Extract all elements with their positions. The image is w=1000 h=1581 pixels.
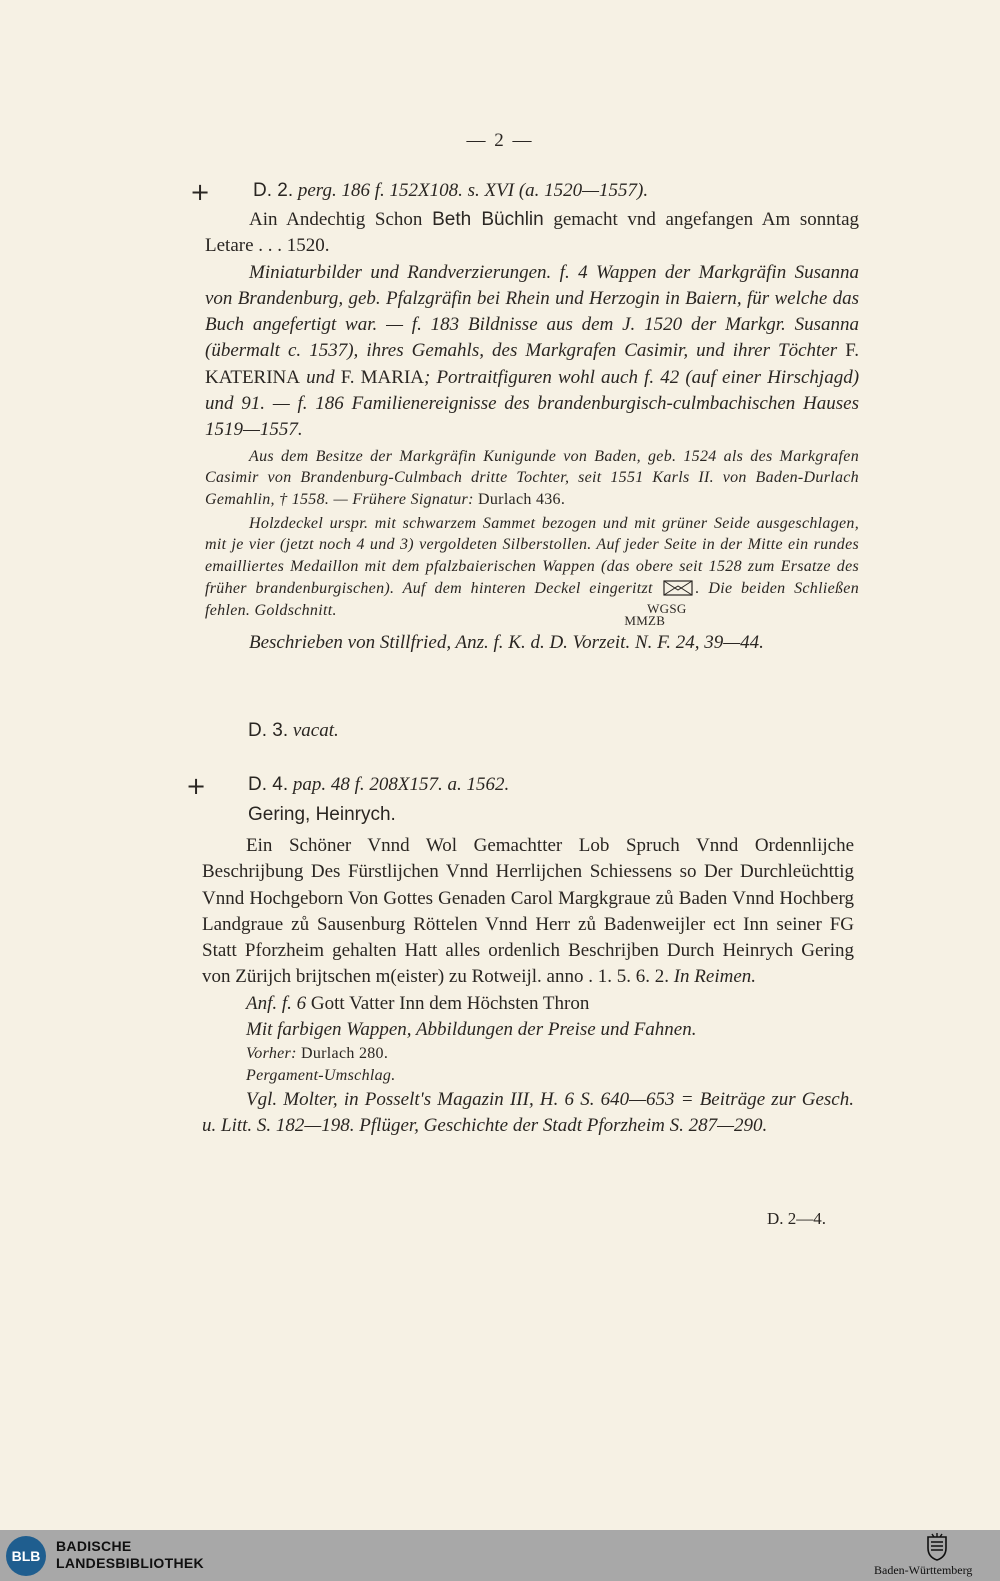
entry-d2-title-part-b: Beth Büchlin (432, 209, 544, 230)
entry-d2-title-part-c: gemacht vnd angefangen Am sonntag Letare . . . 1520. (205, 209, 860, 257)
entry-d4-title (202, 833, 854, 991)
entry-d4-heading (202, 772, 854, 798)
entry-d2-binding-text-1: Holzdeckel urspr. mit schwarzem Sammet bezogen und mit grüner Seide ausgeschlagen, mit je vier (jetzt noch 4 und 3) vergoldeten Silberstollen. Auf jeder Seite in der Mitte ein rundes emailliertes Medaillon mit dem pfalzbaierischen Wappen (das obere seit 1528 zum Ersatze des früher brandenburgischen). Auf dem hinteren Deckel eingeritzt (205, 514, 859, 597)
entry-d2-provenance-text: Aus dem Besitze der Markgräfin Kunigunde von Baden, geb. 1524 als des Markgrafen Casimir von Brandenburg-Culmbach dritte Tochter, seit 1551 Karls II. von Baden-Durlach Gemahlin, † 1558. — Frühere Signatur: (205, 447, 859, 509)
entry-d2-id: D. 2. (253, 180, 294, 201)
entry-d2-title-part-a: Ain Andechtig Schon (249, 209, 423, 230)
entry-d4-id: D. 4. (248, 774, 289, 795)
entry-d4-binding: Pergament-Umschlag. (246, 1067, 396, 1085)
blb-logo[interactable]: BLB (6, 1536, 46, 1576)
entry-d2-binding-text-2: . Die beiden Schließen fehlen. Goldschnitt. (205, 579, 859, 619)
page-number: — 2 — (466, 130, 534, 151)
entry-d3-id: D. 3. (248, 720, 289, 741)
entry-d2-collation: perg. 186 f. 152X108. s. XVI (a. 1520—1557). (297, 180, 649, 201)
entry-d4-plus-mark: + (186, 772, 207, 800)
incised-envelope-icon (663, 580, 693, 596)
entry-d4-illustrations: Mit farbigen Wappen, Abbildungen der Preise und Fahnen. (246, 1019, 697, 1041)
footer-bar (0, 1530, 1000, 1581)
entry-d2-heading (205, 178, 859, 204)
entry-d4 (202, 772, 854, 1139)
entry-d4-previous-value: Durlach 280. (301, 1045, 389, 1063)
entry-d4-incipit-text: Gott Vatter Inn dem Höchsten Thron (310, 992, 590, 1014)
page-signature: D. 2—4. (767, 1209, 827, 1228)
state-coat-of-arms-icon (925, 1533, 949, 1561)
entry-d4-previous-signature (202, 1043, 854, 1065)
entry-d4-title-text: Ein Schöner Vnnd Wol Gemachtter Lob Spruch Vnnd Ordennlijche Beschrijbung Des Fürstlijchen Vnnd Herrlijchen Schiessens so Der Durchleüchttig Vnnd Hochgeborn Von Gottes Genaden Carol Margkgraue zů Baden Vnnd Hochberg Landgraue zů Sausenburg Röttelen Vnnd Herr zů Badenweijler ect Inn seiner FG Statt Pforzheim gehalten Hatt alles ordenlich Beschrijben Durch Heinrych Gering von Zürijch brijtschen m(eister) zu Rotweijl. anno . 1. 5. 6. 2. (202, 835, 854, 988)
entry-d4-collation: pap. 48 f. 208X157. a. 1562. (292, 774, 510, 795)
entry-d4-incipit-label: Anf. f. 6 (246, 992, 307, 1014)
entry-d2-und: und (306, 366, 335, 388)
entry-d4-previous-label: Vorher: (246, 1045, 297, 1063)
library-name-line-2: LANDESBIBLIOTHEK (56, 1555, 204, 1571)
entry-d2-name-2: F. MARIA (340, 366, 424, 388)
monogram-bottom: MMZB (624, 612, 666, 628)
entry-d2-plus-mark: + (190, 178, 211, 206)
entry-d4-literature: Vgl. Molter, in Posselt's Magazin III, H. 6 S. 640—653 = Beiträge zur Gesch. u. Litt. S. 182—198. Pflüger, Geschichte der Stadt Pforzheim S. 287—290. (202, 1088, 854, 1137)
entry-d2-former-signature: Durlach 436. (478, 491, 566, 509)
entry-d2-title (205, 207, 859, 260)
entry-d2-literature: Beschrieben von Stillfried, Anz. f. K. d. D. Vorzeit. N. F. 24, 39—44. (249, 631, 764, 653)
entry-d2-binding (205, 513, 859, 627)
monogram-top: WGSG (647, 600, 687, 616)
library-name-line-1: BADISCHE (56, 1538, 132, 1554)
entry-d4-title-note: In Reimen. (673, 966, 757, 988)
entry-d2-description-part-1: Miniaturbilder und Randverzierungen. f. 4 Wappen der Markgräfin Susanna von Brandenburg, geb. Pfalzgräfin bei Rhein und Herzogin in Baiern, für welche das Buch angefertigt war. — f. 183 Bildnisse aus dem J. 1520 der Markgr. Susanna (übermalt c. 1537), ihres Gemahls, des Markgrafen Casimir, und ihrer Töchter (205, 261, 859, 362)
entry-d4-incipit (202, 991, 854, 1017)
entry-d2-description (205, 260, 859, 444)
library-name[interactable] (56, 1538, 204, 1572)
entry-d3-heading (205, 718, 859, 744)
state-name[interactable]: Baden-Württemberg (874, 1563, 973, 1577)
entry-d3 (205, 718, 859, 744)
incised-monogram (603, 600, 687, 628)
entry-d2 (205, 178, 859, 656)
entry-d4-author: Gering, Heinrych. (248, 804, 396, 825)
entry-d3-status: vacat. (292, 720, 339, 741)
entry-d2-provenance (205, 446, 859, 511)
entry-d2-description-part-2: ; Portraitfiguren wohl auch f. 42 (auf einer Hirschjagd) und 91. — f. 186 Familienereignisse des brandenburgisch-culmbachischen Hauses 1519—1557. (205, 366, 860, 441)
entry-d2-name-1: F. KATERINA (205, 340, 860, 388)
